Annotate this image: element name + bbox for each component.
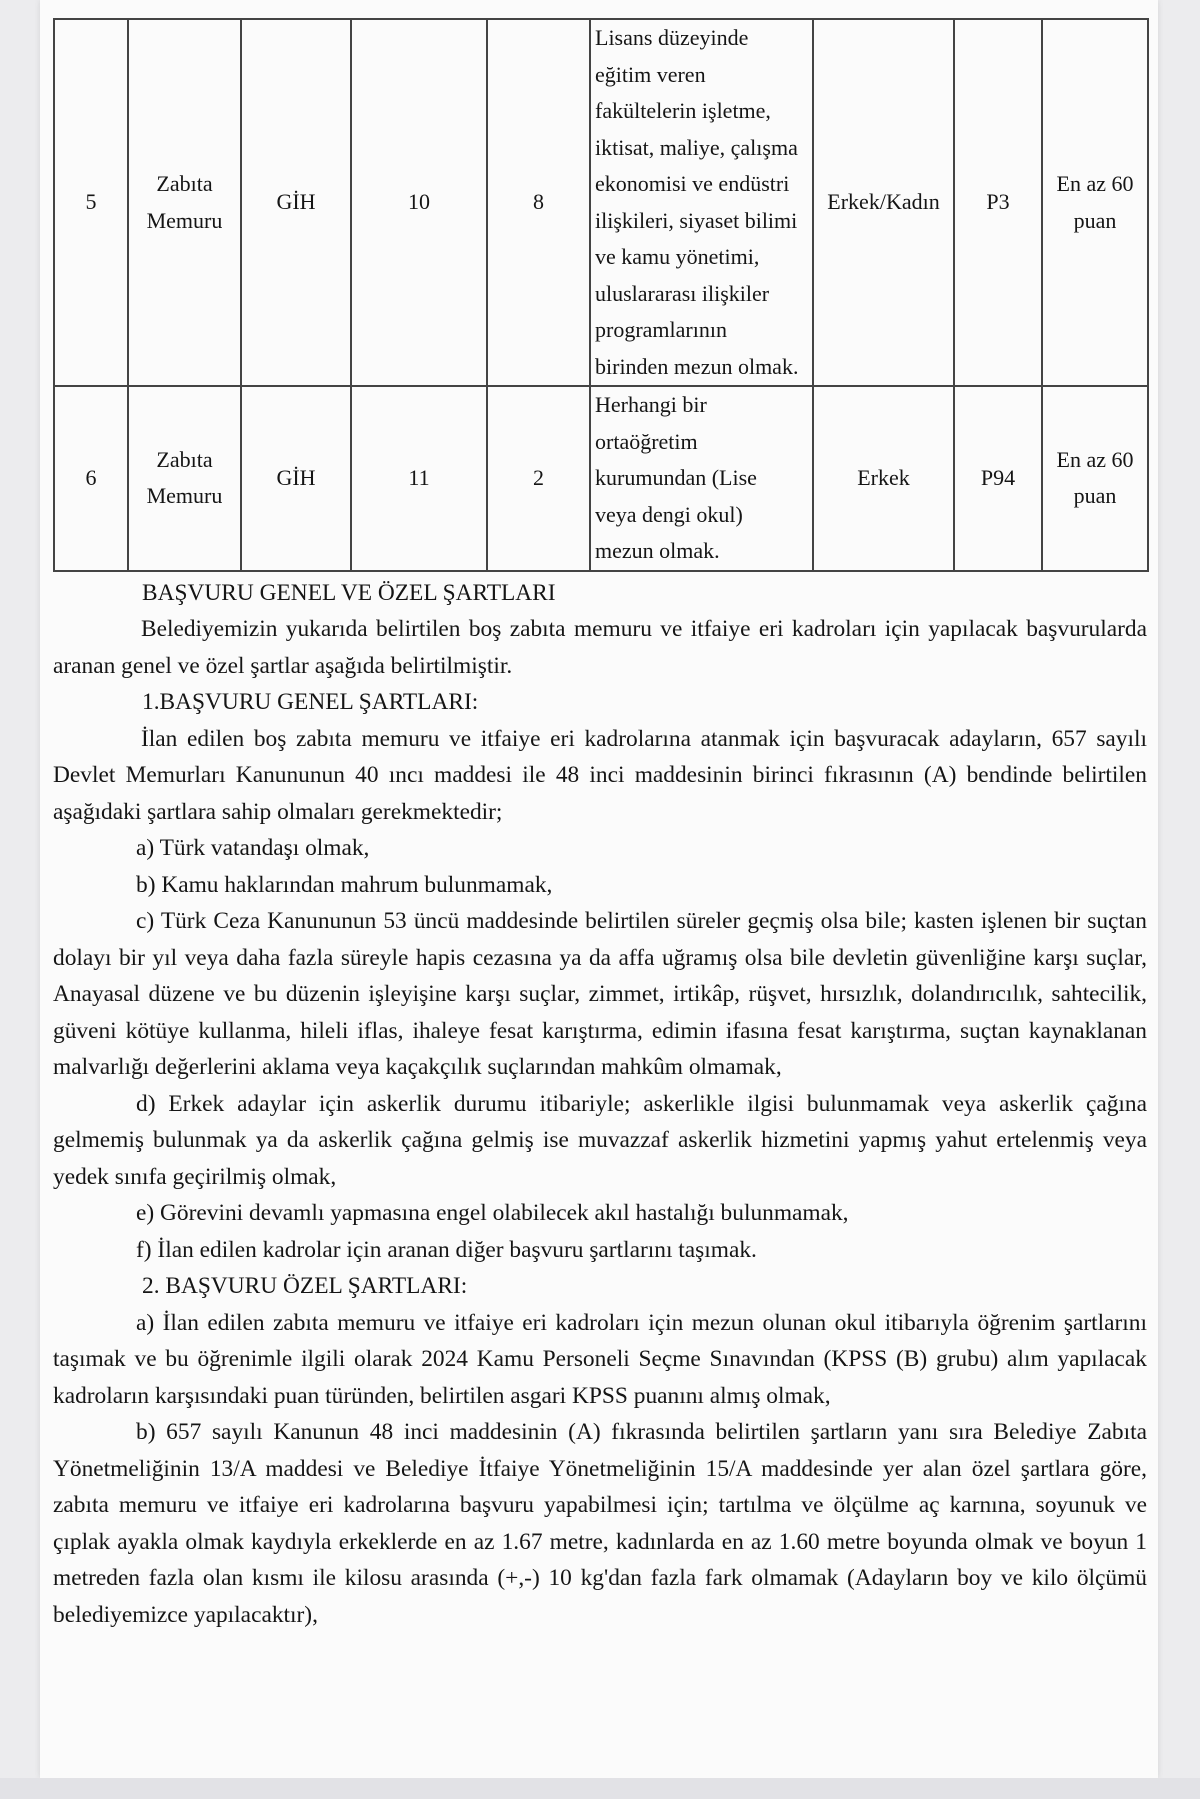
section-heading-main: BAŞVURU GENEL VE ÖZEL ŞARTLARI <box>142 579 556 606</box>
position-count: 8 <box>487 19 590 386</box>
minimum-score: En az 60 puan <box>1042 19 1148 386</box>
special-item-b: b) 657 sayılı Kanunun 48 inci maddesinin (A) fıkrasında belirtilen şartların yanı sıra Belediye Zabıta Yönetmeliğinin 13/A maddesi ve Belediye İtfaiye Yönetmeliğinin 15/A maddesinde yer alan özel şartlara göre, zabıta memuru ve itfaiye eri kadrolarına başvuru yapabilmesi için; tartılma ve ölçülme aç karnına, soyunuk ve çıplak ayakla olmak kaydıyla erkeklerde en az 1.67 metre, kadınlarda en az 1.60 metre boyunda olmak ve boyun 1 metreden fazla olan kısmı ile kilosu arasında (+,-) 10 kg'dan fazla fark olmamak (Adayların boy ve kilo ölçümü belediyemizce yapılacaktır), <box>53 1419 1147 1628</box>
row-number: 5 <box>54 19 128 386</box>
position-title: Zabıta Memuru <box>128 386 241 571</box>
general-item-c: c) Türk Ceza Kanununun 53 üncü maddesinde belirtilen süreler geçmiş olsa bile; kasten işlenen bir suçtan dolayı bir yıl veya daha fazla süreyle hapis cezasına ya da affa uğramış olsa bile devletin güvenliğine karşı suçlar, Anayasal düzene ve bu düzenin işleyişine karşı suçlar, zimmet, irtikâp, rüşvet, hırsızlık, dolandırıcılık, sahtecilik, güveni kötüye kullanma, hileli iflas, ihaleye fesat karıştırma, edimin ifasına fesat karıştırma, suçtan kaynaklanan malvarlığı değerlerini aklama veya kaçakçılık suçlarından mahkûm olmamak, <box>53 908 1147 1080</box>
gender: Erkek <box>813 386 954 571</box>
class-code: GİH <box>241 19 351 386</box>
document-content <box>53 18 1147 1633</box>
general-item-f: f) İlan edilen kadrolar için aranan diğer başvuru şartlarını taşımak. <box>136 1236 757 1263</box>
position-title: Zabıta Memuru <box>128 19 241 386</box>
row-number: 6 <box>54 386 128 571</box>
vacancy-table <box>53 18 1149 572</box>
screen-bottom-edge <box>0 1778 1200 1799</box>
position-count: 2 <box>487 386 590 571</box>
special-item-a: a) İlan edilen zabıta memuru ve itfaiye eri kadroları için mezun olunan okul itibarıyla öğrenim şartlarını taşımak ve bu öğrenimle ilgili olarak 2024 Kamu Personeli Seçme Sınavından (KPSS (B) grubu) alım yapılacak kadroların karşısındaki puan türünden, belirtilen asgari KPSS puanını almış olmak, <box>53 1309 1147 1409</box>
education-requirement: Lisans düzeyinde eğitim veren fakültelerin işletme, iktisat, maliye, çalışma ekonomisi ve endüstri ilişkileri, siyaset bilimi ve kamu yönetimi, uluslararası ilişkiler programlarının birinden mezun olmak. <box>590 19 813 386</box>
requirements-text <box>53 575 1147 1634</box>
general-intro-paragraph: İlan edilen boş zabıta memuru ve itfaiye eri kadrolarına atanmak için başvuracak adayların, 657 sayılı Devlet Memurları Kanununun 40 ıncı maddesi ile 48 inci maddesinin birinci fıkrasının (A) bendinde belirtilen aşağıdaki şartlara sahip olmaları gerekmektedir; <box>53 725 1147 825</box>
gender: Erkek/Kadın <box>813 19 954 386</box>
table-row <box>54 386 1148 571</box>
general-item-d: d) Erkek adaylar için askerlik durumu itibariyle; askerlikle ilgisi bulunmamak veya askerlik çağına gelmemiş bulunmak ya da askerlik çağına gelmiş ise muvazzaf askerlik hizmetini yapmış yahut ertelenmiş veya yedek sınıfa geçirilmiş olmak, <box>53 1090 1147 1190</box>
general-item-e: e) Görevini devamlı yapmasına engel olabilecek akıl hastalığı bulunmamak, <box>136 1200 849 1226</box>
section-heading-special: 2. BAŞVURU ÖZEL ŞARTLARI: <box>142 1273 468 1299</box>
general-item-a: a) Türk vatandaşı olmak, <box>136 835 370 861</box>
document-page <box>40 0 1158 1778</box>
education-requirement: Herhangi bir ortaöğretim kurumundan (Lise veya dengi okul) mezun olmak. <box>590 386 813 571</box>
intro-paragraph: Belediyemizin yukarıda belirtilen boş zabıta memuru ve itfaiye eri kadroları için yapılacak başvurularda aranan genel ve özel şartlar aşağıda belirtilmiştir. <box>53 616 1147 679</box>
minimum-score: En az 60 puan <box>1042 386 1148 571</box>
degree: 10 <box>351 19 487 386</box>
score-type: P94 <box>954 386 1042 571</box>
class-code: GİH <box>241 386 351 571</box>
degree: 11 <box>351 386 487 571</box>
section-heading-general: 1.BAŞVURU GENEL ŞARTLARI: <box>142 689 479 715</box>
table-row <box>54 19 1148 386</box>
general-item-b: b) Kamu haklarından mahrum bulunmamak, <box>136 871 553 898</box>
score-type: P3 <box>954 19 1042 386</box>
